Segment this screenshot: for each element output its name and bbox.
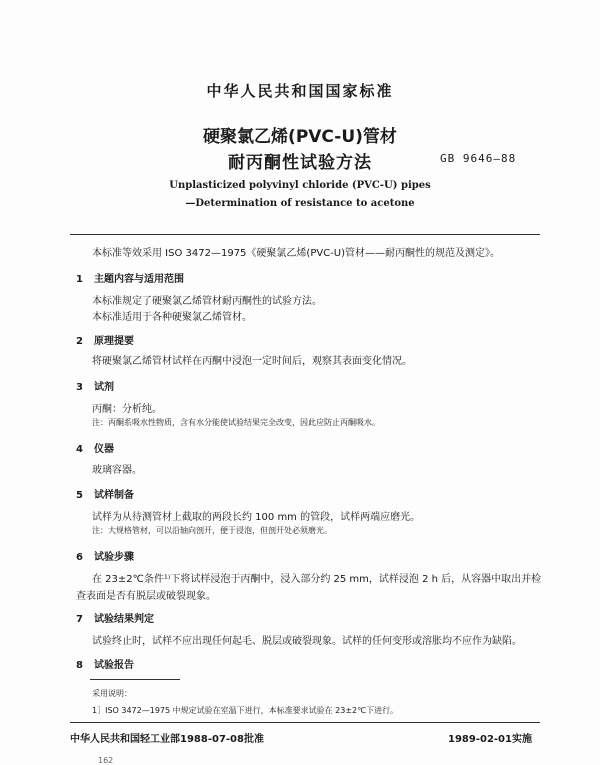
section-line: 将硬聚氯乙烯管材试样在丙酮中浸泡一定时间后，观察其表面变化情况。 xyxy=(92,356,412,367)
document-title-line2: 耐丙酮性试验方法 xyxy=(228,153,372,173)
section-heading xyxy=(76,548,134,563)
section-line: 丙酮：分析纯。 xyxy=(92,404,162,415)
section-line: 查表面是否有脱层或破裂现象。 xyxy=(76,591,216,602)
section-title: 仪器 xyxy=(94,444,114,455)
section-title: 试验步骤 xyxy=(94,552,134,563)
section-number: 3 xyxy=(76,382,83,393)
intro-paragraph: 本标准等效采用 ISO 3472—1975《硬聚氯乙烯(PVC-U)管材——耐丙酮性的规范及测定》。 xyxy=(92,248,501,259)
section-number: 2 xyxy=(76,336,83,347)
section-number: 4 xyxy=(76,444,83,455)
section-line: 本标准适用于各种硬聚氯乙烯管材。 xyxy=(92,312,252,323)
section-heading xyxy=(76,332,134,347)
section-number: 7 xyxy=(76,614,83,625)
section-line: 试验终止时，试样不应出现任何起毛、脱层或破裂现象。试样的任何变形或溶胀均不应作为缺陷。 xyxy=(92,636,522,647)
footnote-text: 1］ISO 3472—1975 中规定试验在室温下进行，本标准要求试验在 23±2℃下进行。 xyxy=(92,706,399,715)
section-note: 注：丙酮系吸水性物质，含有水分能使试验结果完全改变，因此应防止丙酮吸水。 xyxy=(92,418,380,427)
section-heading xyxy=(76,656,134,671)
section-line: 本标准规定了硬聚氯乙烯管材耐丙酮性的试验方法。 xyxy=(92,296,322,307)
section-number: 1 xyxy=(76,274,83,285)
national-standard-label: 中华人民共和国国家标准 xyxy=(206,82,394,100)
section-title: 试验结果判定 xyxy=(94,614,154,625)
section-number: 6 xyxy=(76,552,83,563)
footnote-heading: 采用说明： xyxy=(92,689,132,698)
section-heading xyxy=(76,486,134,501)
section-title: 主题内容与适用范围 xyxy=(94,274,184,285)
section-line: 在 23±2℃条件¹⁾下将试样浸泡于丙酮中，浸入部分约 25 mm，试样浸泡 2 h 后，从容器中取出并检 xyxy=(92,574,542,585)
section-number: 5 xyxy=(76,490,83,501)
footnote-divider xyxy=(90,679,180,680)
section-heading xyxy=(76,378,114,393)
approval-info: 中华人民共和国轻工业部1988-07-08批准 xyxy=(70,734,264,745)
section-line: 试样为从待测管材上截取的两段长约 100 mm 的管段，试样两端应磨光。 xyxy=(92,512,421,523)
standard-number: GB 9646—88 xyxy=(440,152,517,165)
section-title: 试剂 xyxy=(94,382,114,393)
section-heading xyxy=(76,440,114,455)
section-heading xyxy=(76,270,184,285)
document-title-line1: 硬聚氯乙烯(PVC-U)管材 xyxy=(203,127,397,147)
section-note: 注：大规格管材，可以沿轴向剖开，便于浸泡，但剖开处必须磨光。 xyxy=(92,526,332,535)
section-title: 试样制备 xyxy=(94,490,134,501)
section-heading xyxy=(76,610,154,625)
english-title-line1: Unplasticized polyvinyl chloride (PVC-U) pipes xyxy=(169,180,431,191)
page-number: 162 xyxy=(98,756,114,765)
section-title: 原理提要 xyxy=(94,336,134,347)
english-title-line2: —Determination of resistance to acetone xyxy=(185,198,415,209)
header-divider xyxy=(70,234,540,235)
section-title: 试验报告 xyxy=(94,660,134,671)
section-number: 8 xyxy=(76,660,83,671)
section-line: 玻璃容器。 xyxy=(92,465,142,476)
footer-divider xyxy=(70,722,540,723)
effective-date: 1989-02-01实施 xyxy=(448,734,532,745)
